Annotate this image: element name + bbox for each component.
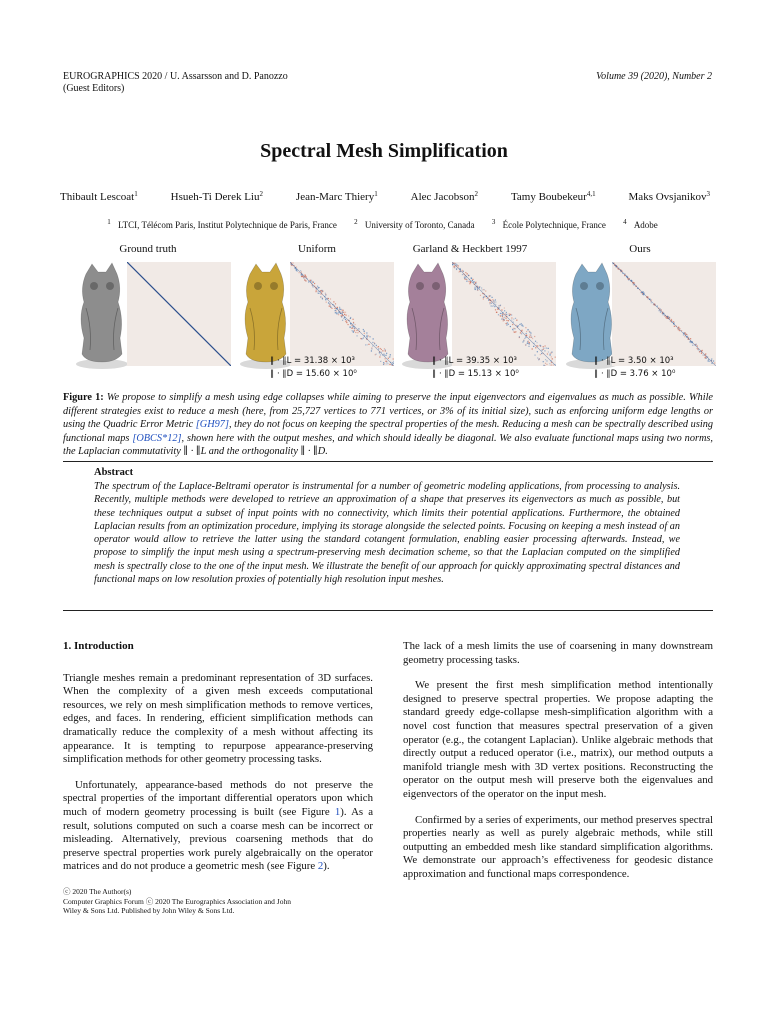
author: Thibault Lescoat$^1$: [60, 190, 138, 203]
affiliation: $^2$ University of Toronto, Canada: [354, 218, 475, 230]
paragraph: The lack of a mesh limits the use of coarsening in many downstream geometry processing tasks.: [403, 640, 713, 666]
mesh-garland-heckbert: [398, 258, 456, 370]
volume-info: Volume 39 (2020), Number 2: [596, 71, 712, 82]
figure-column-label: Garland & Heckbert 1997: [412, 243, 528, 255]
mesh-ground-truth: [72, 258, 130, 370]
paper-title: Spectral Mesh Simplification: [260, 140, 508, 162]
divider: [63, 610, 713, 611]
author: Alec Jacobson$^2$: [410, 190, 478, 203]
figure-column-label: Ours: [629, 243, 651, 255]
citation-link[interactable]: [GH97]: [195, 419, 229, 430]
author: Jean-Marc Thiery$^1$: [295, 190, 378, 203]
copyright-footer: ⓒ 2020 The Author(s) Computer Graphics Forum ⓒ 2020 The Eurographics Association and John Wiley & Sons Ltd. Published by John Wiley & Sons Ltd.: [63, 887, 291, 915]
orthogonality-norm: ∥ · ∥D = 15.13 × 10⁰: [432, 369, 519, 379]
caption-label: Figure 1:: [63, 392, 104, 403]
mesh-uniform: [236, 258, 294, 370]
laplacian-norm: ∥ · ∥L = 31.38 × 10³: [270, 356, 355, 366]
laplacian-norm: ∥ · ∥L = 39.35 × 10³: [432, 356, 517, 366]
paragraph: Unfortunately, appearance-based methods do not preserve the spectral properties of the important differential operators upon which much of modern geometry processing is built (see Figure 1). As a result, solutions computed on such a coarse mesh can be incorrect or misleading. Alternatively, previous coarsening methods that do preserve spectral properties work purely algebraically on the operator matrices and do not produce a geometric mesh (see Figure 2).: [63, 778, 374, 873]
norms-garland-heckbert: [432, 355, 519, 381]
running-header-left: [63, 71, 288, 95]
paragraph: Triangle meshes remain a predominant representation of 3D surfaces. When the complexity of a given mesh exceeds computational resources, we rely on mesh simplification methods to remove vertices, edges, and faces. In rendering, efficient simplification methods can dramatically reduce the complexity of a mesh without affecting its appearance. It is tempting to repurpose appearance-preserving simplification methods for other geometry processing tasks.: [63, 671, 373, 766]
paragraph: We present the first mesh simplification method intentionally designed to preserve spectral properties. We propose adapting the standard greedy edge-collapse mesh-simplification algorithm with a novel cost function that measures spectral preservation of a given operator (e.g., the cotangent Laplacian). Unlike algebraic methods that directly output a reduced operator (i.e., matrix), our method outputs a manifold triangle mesh with 3D vertex positions. Reconstructing the operator on the output mesh will preserve both the eigenvalues and eigenvectors of the operator on the input mesh.: [403, 679, 713, 800]
conference-line: EUROGRAPHICS 2020 / U. Assarsson and D. Panozzo: [63, 71, 288, 82]
left-column: [63, 640, 373, 886]
affiliation-list: [60, 220, 710, 230]
figure-column-label: Uniform: [298, 243, 336, 255]
section-heading: 1. Introduction: [63, 640, 134, 652]
affiliation: $^1$ LTCI, Télécom Paris, Institut Polytechnique de Paris, France: [107, 218, 337, 230]
laplacian-norm: ∥ · ∥L = 3.50 × 10³: [594, 356, 674, 366]
norms-uniform: [270, 355, 357, 381]
affiliation: $^4$ Adobe: [623, 218, 658, 230]
functional-map-uniform: [290, 262, 394, 366]
guest-editors-line: (Guest Editors): [63, 83, 125, 94]
citation-link[interactable]: [OBCS*12]: [132, 432, 182, 444]
abstract-heading: Abstract: [94, 467, 134, 478]
author: Tamy Boubekeur$^{4,1}$: [510, 190, 596, 203]
author: Maks Ovsjanikov$^3$: [628, 190, 710, 203]
paragraph: Confirmed by a series of experiments, our method preserves spectral properties nearly as well as purely algebraic methods, while still outputting an embedded mesh like standard simplification algorithms. We demonstrate our approach’s effectiveness for geodesic distance approximation and functional maps correspondence.: [403, 813, 713, 880]
right-column: [403, 640, 713, 894]
figure-link[interactable]: 2: [317, 860, 324, 873]
figure-link[interactable]: 1: [334, 805, 341, 818]
functional-map-ours: [612, 262, 716, 366]
divider: [63, 461, 713, 462]
orthogonality-norm: ∥ · ∥D = 15.60 × 10⁰: [270, 369, 357, 379]
author: Hsueh-Ti Derek Liu$^2$: [170, 190, 263, 203]
orthogonality-norm: ∥ · ∥D = 3.76 × 10⁰: [594, 369, 676, 379]
abstract-text: The spectrum of the Laplace-Beltrami operator is instrumental for a number of geometric modeling applications, from processing to analysis. Recently, multiple methods were developed to retrieve an approximation of a shape that preserves its eigenvectors as much as possible, but these techniques output a subset of input points with no connectivity, which limits their potential applications. Furthermore, the obtained Laplacian results from an optimization procedure, implying its storage alongside the selected points. Focusing on keeping a mesh instead of an operator would allow to retrieve the latter using the standard cotangent formulation, enabling easier processing afterwards. Instead, we propose to simplify the input mesh using a spectrum-preserving mesh decimation scheme, so that the Laplacian computed on the simplified mesh is spectrally close to the one of the input mesh. We illustrate the benefit of our approach for quickly approximating spectral distances and functional maps on low resolution proxies of potentially high resolution input meshes.: [94, 481, 680, 586]
norms-ours: [594, 355, 675, 381]
author-list: [60, 191, 710, 203]
affiliation: $^3$ École Polytechnique, France: [491, 218, 606, 230]
figure-column-label: Ground truth: [119, 243, 177, 255]
functional-map-garland-heckbert: [452, 262, 556, 366]
functional-map-ground-truth: [127, 262, 231, 366]
figure-caption: Figure 1: We propose to simplify a mesh using edge collapses while aiming to preserve the input eigenvectors and eigenvalues as much as possible. While different strategies exist to reduce a mesh (here, from 25,727 vertices to 771 vertices, or 3% of its initial size), such as enforcing uniform edge lengths or using the Quadric Error Metric [GH97], they do not focus on keeping the spectral properties of the mesh. Reducing a mesh can be spectrally described using functional maps [OBCS*12], shown here with the output meshes, and which should ideally be diagonal. We also evaluate functional maps using two norms, the Laplacian commutativity ∥ · ∥L and the orthogonality ∥ · ∥D.: [63, 392, 713, 457]
